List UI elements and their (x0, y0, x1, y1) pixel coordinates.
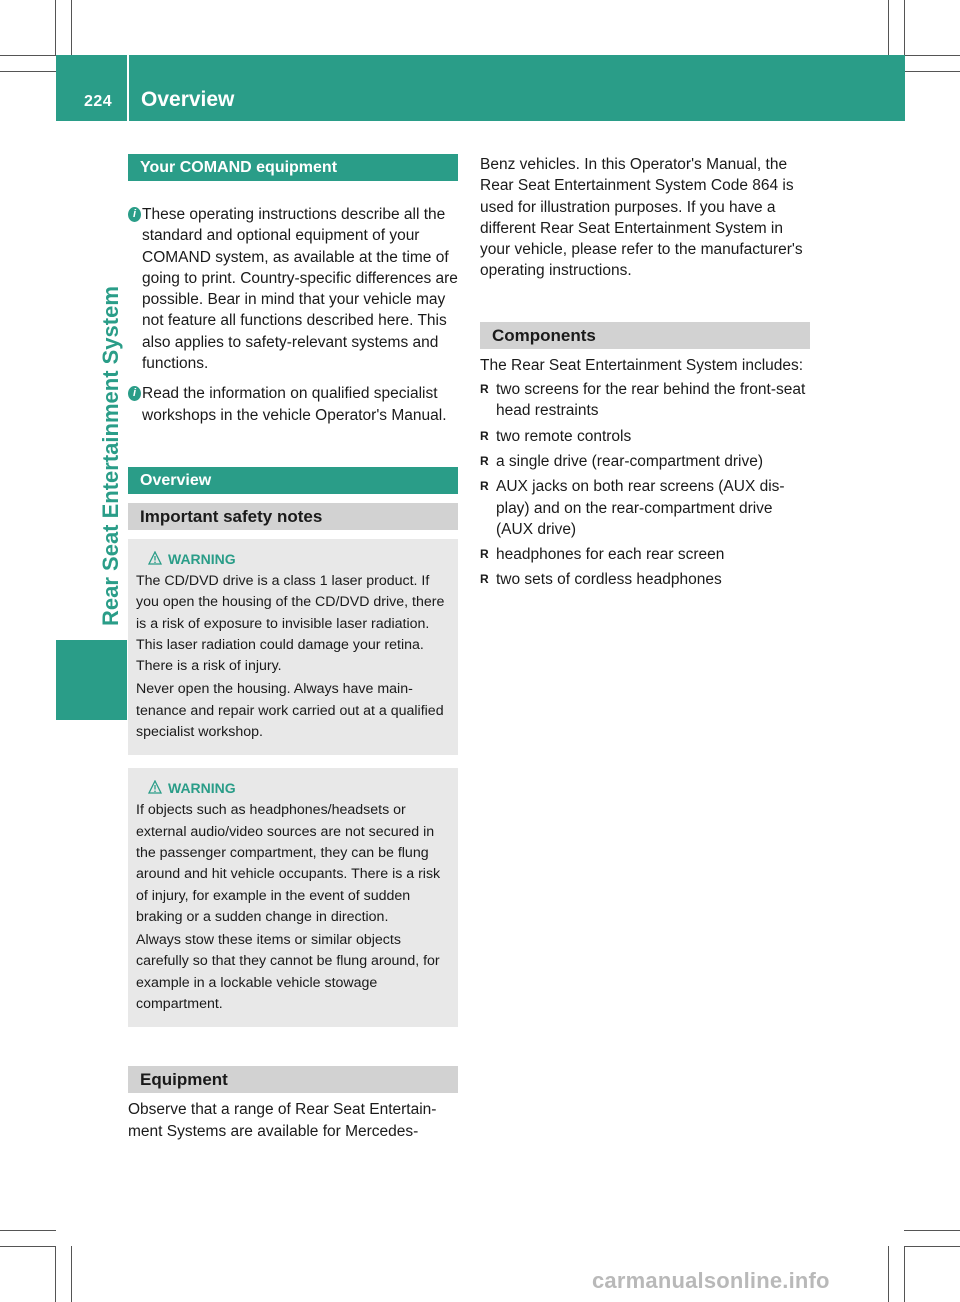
warning-heading (136, 778, 450, 798)
page-title: Overview (141, 88, 235, 111)
components-list (480, 379, 810, 591)
warning-box (128, 768, 458, 1027)
crop-mark (904, 55, 960, 56)
components-intro: The Rear Seat Entertainment System includes: (480, 356, 804, 374)
warning-heading (136, 549, 450, 569)
warning-paragraph: The CD/DVD drive is a class 1 laser product. If you open the housing of the CD/DVD drive, there is a risk of exposure to invisible laser radiation. This laser radiation could damage your retina. There is a risk of injury. (136, 572, 445, 675)
crop-mark (71, 0, 72, 56)
crop-mark (904, 1246, 960, 1247)
warning-box (128, 539, 458, 755)
crop-mark (904, 71, 960, 72)
warning-paragraph: Always stow these items or similar objects carefully so that they cannot be flung around, for example in a lockable vehicle stowage compartment. (136, 932, 440, 1013)
section-heading-safety-notes: Important safety notes (128, 503, 458, 530)
crop-mark (0, 55, 56, 56)
list-item: R a single drive (rear-compartment drive) (480, 451, 810, 472)
side-tab-label: Rear Seat Entertainment System (98, 286, 123, 626)
crop-mark (55, 1246, 56, 1302)
crop-mark (888, 1246, 889, 1302)
watermark-text: carmanualsonline.info (592, 1268, 830, 1293)
crop-mark (0, 71, 56, 72)
list-item: R two remote controls (480, 426, 810, 447)
continued-text: Benz vehicles. In this Operator's Manual, the Rear Seat Entertainment System Code 864 is used for illustration purposes. If you have a different Rear Seat Entertainment System in your vehicle, please refer to the manufacturer's operating instructions. (480, 156, 803, 280)
section-heading-equipment: Equipment (128, 1066, 458, 1093)
info-note (128, 383, 458, 426)
crop-mark (888, 0, 889, 56)
warning-label: WARNING (168, 780, 236, 797)
info-icon: i (128, 207, 141, 222)
crop-mark (904, 1230, 960, 1231)
crop-mark (904, 0, 905, 56)
list-item: R two screens for the rear behind the front-seat head restraints (480, 379, 810, 422)
info-note-text: These operating instructions describe all the standard and optional equipment of your COMAND system, as available at the time of going to print. Country-specific differences are possible. Bear in mind that your vehicle may not feature all functions described here. This also applies to safety-relevant systems and functions. (142, 206, 458, 373)
crop-mark (0, 1230, 56, 1231)
list-item: R AUX jacks on both rear screens (AUX display) and on the rear-compartment drive (AUX drive) (480, 476, 810, 540)
info-icon: i (128, 386, 141, 401)
warning-label: WARNING (168, 550, 236, 567)
header-separator (127, 55, 129, 121)
warning-triangle-icon (148, 780, 162, 794)
section-heading-overview: Overview (128, 467, 458, 494)
list-item: R headphones for each rear screen (480, 544, 810, 565)
warning-paragraph: If objects such as headphones/headsets or external audio/video sources are not secured in the passenger compartment, they can be flung around and hit vehicle occupants. There is a risk of injury, for example in the event of sudden braking or a sudden change in direction. (136, 802, 441, 925)
crop-mark (55, 0, 56, 56)
right-column (480, 154, 810, 595)
section-heading-comand-equipment: Your COMAND equipment (128, 154, 458, 181)
equipment-text: Observe that a range of Rear Seat Entertainment Systems are available for Mercedes- (128, 1101, 437, 1140)
side-tab-block (56, 640, 127, 720)
info-note-text: Read the information on qualified specialist workshops in the vehicle Operator's Manual. (142, 385, 447, 424)
left-column (128, 154, 458, 1142)
page-number: 224 (84, 93, 113, 110)
crop-mark (71, 1246, 72, 1302)
list-item: R two sets of cordless headphones (480, 569, 810, 590)
crop-mark (0, 1246, 56, 1247)
warning-triangle-icon (148, 551, 162, 565)
info-note (128, 204, 458, 374)
crop-mark (904, 1246, 905, 1302)
warning-paragraph: Never open the housing. Always have maintenance and repair work carried out at a qualified specialist workshop. (136, 681, 444, 741)
section-heading-components: Components (480, 322, 810, 349)
